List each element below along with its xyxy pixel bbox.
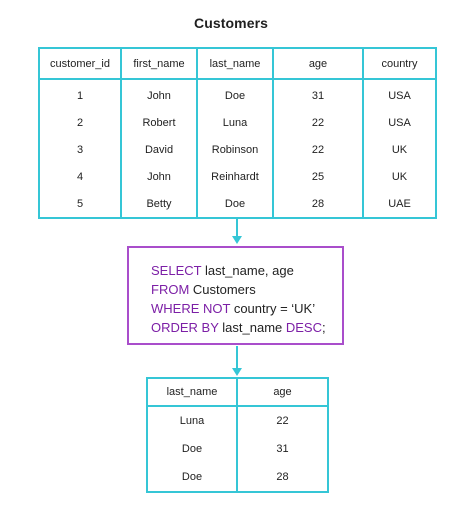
customers-cell: Doe — [197, 190, 273, 218]
customers-cell: 22 — [273, 136, 363, 163]
customers-cell: David — [121, 136, 197, 163]
customers-cell: John — [121, 79, 197, 109]
customers-cell: Robert — [121, 109, 197, 136]
customers-cell: John — [121, 163, 197, 190]
customers-cell: Doe — [197, 79, 273, 109]
customers-table — [38, 47, 437, 219]
result-row — [147, 406, 328, 435]
result-row — [147, 463, 328, 492]
customers-row — [39, 163, 436, 190]
sql-text: ; — [322, 320, 326, 335]
result-cell: 22 — [237, 406, 328, 435]
sql-query-box — [127, 246, 344, 345]
result-cell: Doe — [147, 463, 237, 492]
sql-keyword: WHERE NOT — [151, 301, 231, 316]
customers-cell: UK — [363, 136, 436, 163]
result-table — [146, 377, 329, 493]
customers-header-row — [39, 48, 436, 79]
sql-keyword: SELECT — [151, 263, 202, 278]
customers-column-header: customer_id — [39, 48, 121, 79]
result-cell: Doe — [147, 435, 237, 463]
customers-cell: 4 — [39, 163, 121, 190]
sql-text: country = ‘UK’ — [230, 301, 316, 316]
customers-cell: 22 — [273, 109, 363, 136]
sql-line-where — [151, 299, 342, 318]
result-column-header: age — [237, 378, 328, 406]
customers-row — [39, 136, 436, 163]
sql-keyword: DESC — [285, 320, 322, 335]
sql-keyword: ORDER BY — [151, 320, 219, 335]
result-cell: Luna — [147, 406, 237, 435]
customers-row — [39, 79, 436, 109]
result-header-row — [147, 378, 328, 406]
customers-cell: USA — [363, 79, 436, 109]
customers-column-header: last_name — [197, 48, 273, 79]
sql-line-order-by — [151, 318, 342, 337]
customers-column-header: age — [273, 48, 363, 79]
customers-column-header: first_name — [121, 48, 197, 79]
customers-row — [39, 190, 436, 218]
sql-text: last_name, age — [201, 263, 294, 278]
sql-text: Customers — [189, 282, 256, 297]
customers-cell: 5 — [39, 190, 121, 218]
customers-cell: 28 — [273, 190, 363, 218]
customers-cell: 25 — [273, 163, 363, 190]
flow-arrow-line — [236, 346, 238, 368]
flow-arrow-line — [236, 219, 238, 236]
sql-line-from — [151, 280, 342, 299]
sql-text: last_name — [218, 320, 286, 335]
customers-cell: 31 — [273, 79, 363, 109]
customers-cell: Betty — [121, 190, 197, 218]
result-row — [147, 435, 328, 463]
customers-cell: 2 — [39, 109, 121, 136]
result-cell: 31 — [237, 435, 328, 463]
result-cell: 28 — [237, 463, 328, 492]
customers-cell: UAE — [363, 190, 436, 218]
customers-cell: Robinson — [197, 136, 273, 163]
customers-cell: 3 — [39, 136, 121, 163]
sql-line-select — [151, 261, 342, 280]
customers-row — [39, 109, 436, 136]
customers-cell: UK — [363, 163, 436, 190]
customers-cell: 1 — [39, 79, 121, 109]
customers-cell: USA — [363, 109, 436, 136]
customers-cell: Luna — [197, 109, 273, 136]
flow-arrow-head-icon — [232, 368, 242, 376]
customers-table-title: Customers — [193, 15, 269, 31]
result-column-header: last_name — [147, 378, 237, 406]
customers-column-header: country — [363, 48, 436, 79]
sql-keyword: FROM — [151, 282, 190, 297]
flow-arrow-head-icon — [232, 236, 242, 244]
customers-cell: Reinhardt — [197, 163, 273, 190]
